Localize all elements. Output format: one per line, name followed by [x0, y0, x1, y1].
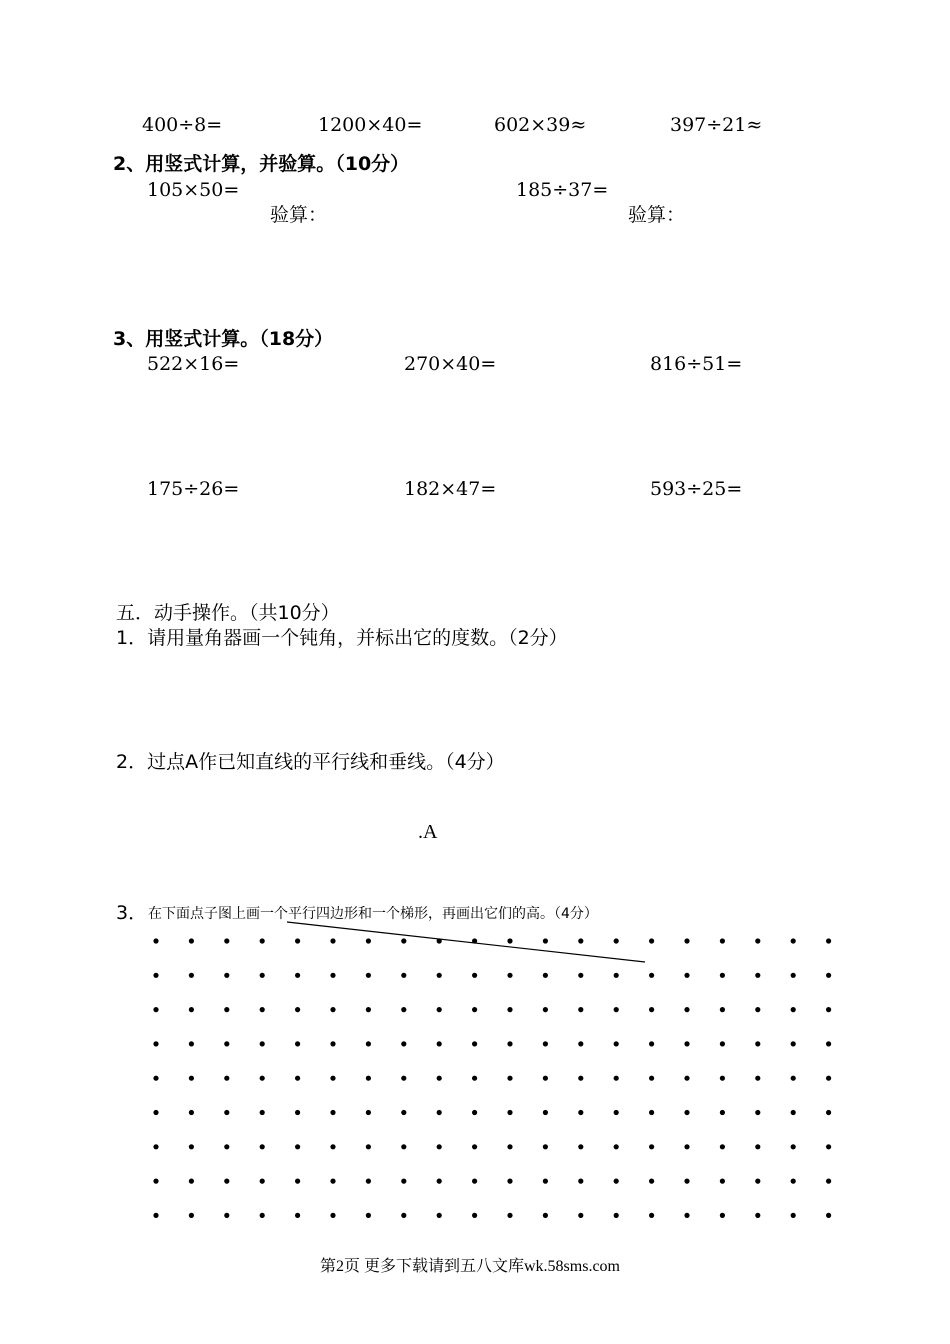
- grid-dot: [543, 1213, 548, 1218]
- grid-dot: [755, 938, 760, 943]
- grid-dot: [437, 1213, 442, 1218]
- grid-dot: [153, 938, 158, 943]
- grid-dot: [720, 973, 725, 978]
- grid-dot: [295, 1110, 300, 1115]
- grid-dot: [366, 1144, 371, 1149]
- grid-dot: [295, 973, 300, 978]
- grid-dot: [649, 938, 654, 943]
- grid-dot: [543, 1076, 548, 1081]
- grid-dot: [791, 1007, 796, 1012]
- grid-dot: [826, 1041, 831, 1046]
- grid-dot: [755, 1110, 760, 1115]
- grid-dot: [543, 973, 548, 978]
- grid-dot: [153, 1179, 158, 1184]
- grid-dot: [507, 1179, 512, 1184]
- grid-dot: [543, 1110, 548, 1115]
- grid-dot: [189, 1041, 194, 1046]
- calc-item: 105×50=: [147, 179, 240, 201]
- grid-dot: [366, 1041, 371, 1046]
- section-2-heading: 2、用竖式计算，并验算。（10分）: [113, 153, 410, 175]
- grid-dot: [578, 1110, 583, 1115]
- grid-dot: [330, 1179, 335, 1184]
- grid-dot: [401, 1179, 406, 1184]
- grid-dot: [755, 1144, 760, 1149]
- grid-dot: [614, 973, 619, 978]
- grid-dot: [720, 938, 725, 943]
- grid-dot: [826, 1007, 831, 1012]
- grid-dot: [366, 1007, 371, 1012]
- grid-dot: [649, 1213, 654, 1218]
- grid-dot: [401, 938, 406, 943]
- grid-dot: [401, 1007, 406, 1012]
- grid-dot: [472, 1144, 477, 1149]
- grid-dot: [437, 938, 442, 943]
- grid-dot: [401, 1213, 406, 1218]
- grid-dot: [578, 973, 583, 978]
- question-1: 1．请用量角器画一个钝角，并标出它的度数。（2分）: [116, 627, 568, 649]
- grid-dot: [472, 1041, 477, 1046]
- grid-dot: [826, 973, 831, 978]
- grid-dot: [543, 938, 548, 943]
- grid-dot: [649, 1179, 654, 1184]
- grid-dot: [720, 1179, 725, 1184]
- grid-dot: [437, 1041, 442, 1046]
- grid-dot: [330, 938, 335, 943]
- grid-dot: [224, 1213, 229, 1218]
- grid-dot: [507, 1007, 512, 1012]
- grid-dot: [224, 1144, 229, 1149]
- grid-dot: [189, 1007, 194, 1012]
- grid-dot: [189, 938, 194, 943]
- grid-dot: [826, 938, 831, 943]
- grid-dot: [330, 1144, 335, 1149]
- grid-dot: [437, 1110, 442, 1115]
- grid-dot: [684, 938, 689, 943]
- grid-dot: [578, 1007, 583, 1012]
- grid-dot: [720, 1213, 725, 1218]
- grid-dot: [401, 1110, 406, 1115]
- grid-dot: [295, 938, 300, 943]
- grid-dot: [507, 973, 512, 978]
- grid-dot: [295, 1213, 300, 1218]
- grid-dot: [826, 1110, 831, 1115]
- grid-dot: [366, 1076, 371, 1081]
- grid-dot: [224, 1076, 229, 1081]
- section-3-heading: 3、用竖式计算。（18分）: [113, 328, 334, 350]
- grid-dot: [826, 1144, 831, 1149]
- grid-dot: [791, 1144, 796, 1149]
- grid-dot: [189, 1213, 194, 1218]
- grid-dot: [791, 1179, 796, 1184]
- calc-item: 397÷21≈: [670, 114, 763, 136]
- grid-dot: [614, 1076, 619, 1081]
- grid-dot: [472, 1076, 477, 1081]
- grid-dot: [260, 1179, 265, 1184]
- grid-dot: [437, 973, 442, 978]
- grid-dot: [260, 1110, 265, 1115]
- grid-dot: [578, 1076, 583, 1081]
- grid-dot: [684, 1041, 689, 1046]
- grid-dot: [189, 1076, 194, 1081]
- grid-dot: [472, 938, 477, 943]
- grid-dot: [330, 1041, 335, 1046]
- calc-item: 185÷37=: [516, 179, 609, 201]
- grid-dot: [295, 1041, 300, 1046]
- check-label: 验算：: [628, 204, 686, 226]
- grid-dot: [507, 938, 512, 943]
- grid-dot: [507, 1110, 512, 1115]
- grid-dot: [614, 1110, 619, 1115]
- grid-dot: [649, 1144, 654, 1149]
- point-a-label: .A: [418, 821, 438, 843]
- calc-item: 816÷51=: [650, 353, 743, 375]
- grid-dot: [755, 1179, 760, 1184]
- grid-dot: [437, 1144, 442, 1149]
- calc-item: 175÷26=: [147, 478, 240, 500]
- grid-dot: [791, 1110, 796, 1115]
- grid-dot: [189, 1179, 194, 1184]
- grid-dot: [578, 938, 583, 943]
- page-footer: 第2页 更多下载请到五八文库wk.58sms.com: [320, 1258, 621, 1275]
- grid-dot: [614, 1007, 619, 1012]
- grid-dot: [189, 973, 194, 978]
- grid-dot: [189, 1144, 194, 1149]
- grid-dot: [720, 1041, 725, 1046]
- check-label: 验算：: [270, 204, 328, 226]
- grid-dot: [684, 1144, 689, 1149]
- grid-dot: [543, 1179, 548, 1184]
- section-5-heading: 五．动手操作。（共10分）: [116, 602, 340, 624]
- grid-dot: [401, 973, 406, 978]
- grid-dot: [224, 1041, 229, 1046]
- grid-dot: [791, 938, 796, 943]
- grid-dot: [649, 973, 654, 978]
- grid-dot: [614, 1179, 619, 1184]
- grid-dot: [366, 1179, 371, 1184]
- grid-dot: [153, 1110, 158, 1115]
- grid-dot: [614, 1041, 619, 1046]
- grid-dot: [437, 1007, 442, 1012]
- grid-dot: [578, 1213, 583, 1218]
- grid-dot: [260, 973, 265, 978]
- given-line: [287, 922, 645, 962]
- grid-dot: [791, 1041, 796, 1046]
- grid-dot: [791, 973, 796, 978]
- grid-dot: [330, 973, 335, 978]
- grid-dot: [224, 938, 229, 943]
- grid-dot: [153, 1144, 158, 1149]
- grid-dot: [330, 1110, 335, 1115]
- calc-item: 400÷8=: [142, 114, 223, 136]
- question-2: 2．过点A作已知直线的平行线和垂线。（4分）: [116, 751, 505, 773]
- grid-dot: [755, 1007, 760, 1012]
- grid-dot: [401, 1041, 406, 1046]
- grid-dot: [684, 1007, 689, 1012]
- grid-dot: [260, 1007, 265, 1012]
- calc-item: 182×47=: [404, 478, 497, 500]
- grid-dot: [295, 1076, 300, 1081]
- calc-item: 522×16=: [147, 353, 240, 375]
- grid-dot: [684, 1179, 689, 1184]
- grid-dot: [649, 1110, 654, 1115]
- grid-dot: [401, 1076, 406, 1081]
- grid-dot: [366, 938, 371, 943]
- grid-dot: [755, 1041, 760, 1046]
- grid-dot: [401, 1144, 406, 1149]
- calc-item: 593÷25=: [650, 478, 743, 500]
- grid-dot: [684, 973, 689, 978]
- grid-dot: [260, 938, 265, 943]
- question-3-text: 在下面点子图上画一个平行四边形和一个梯形，再画出它们的高。（4分）: [148, 906, 598, 922]
- grid-dot: [720, 1110, 725, 1115]
- grid-dot: [153, 1041, 158, 1046]
- grid-dot: [755, 973, 760, 978]
- grid-dot: [720, 1144, 725, 1149]
- calc-item: 602×39≈: [494, 114, 587, 136]
- grid-dot: [578, 1179, 583, 1184]
- grid-dot: [649, 1076, 654, 1081]
- grid-dot: [260, 1213, 265, 1218]
- grid-dot: [295, 1007, 300, 1012]
- grid-dot: [366, 973, 371, 978]
- grid-dot: [330, 1076, 335, 1081]
- grid-dot: [224, 1007, 229, 1012]
- grid-dot: [437, 1076, 442, 1081]
- grid-dot: [720, 1076, 725, 1081]
- grid-dot: [295, 1179, 300, 1184]
- grid-dot: [472, 1213, 477, 1218]
- grid-dot: [649, 1007, 654, 1012]
- dot-grid-points: [153, 938, 831, 1218]
- grid-dot: [614, 938, 619, 943]
- grid-dot: [366, 1213, 371, 1218]
- grid-dot: [720, 1007, 725, 1012]
- grid-dot: [330, 1213, 335, 1218]
- grid-dot: [507, 1213, 512, 1218]
- grid-dot: [153, 973, 158, 978]
- grid-dot: [755, 1076, 760, 1081]
- grid-dot: [543, 1144, 548, 1149]
- grid-dot: [224, 1179, 229, 1184]
- grid-dot: [366, 1110, 371, 1115]
- grid-dot: [684, 1076, 689, 1081]
- grid-dot: [330, 1007, 335, 1012]
- grid-dot: [295, 1144, 300, 1149]
- grid-dot: [260, 1041, 265, 1046]
- grid-dot: [507, 1144, 512, 1149]
- grid-dot: [153, 1076, 158, 1081]
- grid-dot: [614, 1213, 619, 1218]
- grid-dot: [614, 1144, 619, 1149]
- grid-dot: [472, 1007, 477, 1012]
- grid-dot: [826, 1076, 831, 1081]
- grid-dot: [224, 973, 229, 978]
- grid-dot: [791, 1213, 796, 1218]
- grid-dot: [755, 1213, 760, 1218]
- grid-dot: [684, 1110, 689, 1115]
- grid-dot: [472, 1179, 477, 1184]
- grid-dot: [543, 1041, 548, 1046]
- grid-dot: [578, 1041, 583, 1046]
- grid-dot: [684, 1213, 689, 1218]
- grid-dot: [153, 1007, 158, 1012]
- grid-dot: [189, 1110, 194, 1115]
- grid-dot: [507, 1076, 512, 1081]
- grid-dot: [649, 1041, 654, 1046]
- grid-dot: [826, 1179, 831, 1184]
- grid-dot: [791, 1076, 796, 1081]
- grid-dot: [437, 1179, 442, 1184]
- calc-item: 1200×40=: [318, 114, 423, 136]
- grid-dot: [224, 1110, 229, 1115]
- grid-dot: [260, 1144, 265, 1149]
- grid-dot: [543, 1007, 548, 1012]
- grid-dot: [578, 1144, 583, 1149]
- grid-dot: [826, 1213, 831, 1218]
- question-3-number: 3．: [116, 902, 148, 924]
- grid-dot: [472, 973, 477, 978]
- grid-dot: [472, 1110, 477, 1115]
- grid-dot: [153, 1213, 158, 1218]
- grid-dot: [260, 1076, 265, 1081]
- calc-item: 270×40=: [404, 353, 497, 375]
- grid-dot: [507, 1041, 512, 1046]
